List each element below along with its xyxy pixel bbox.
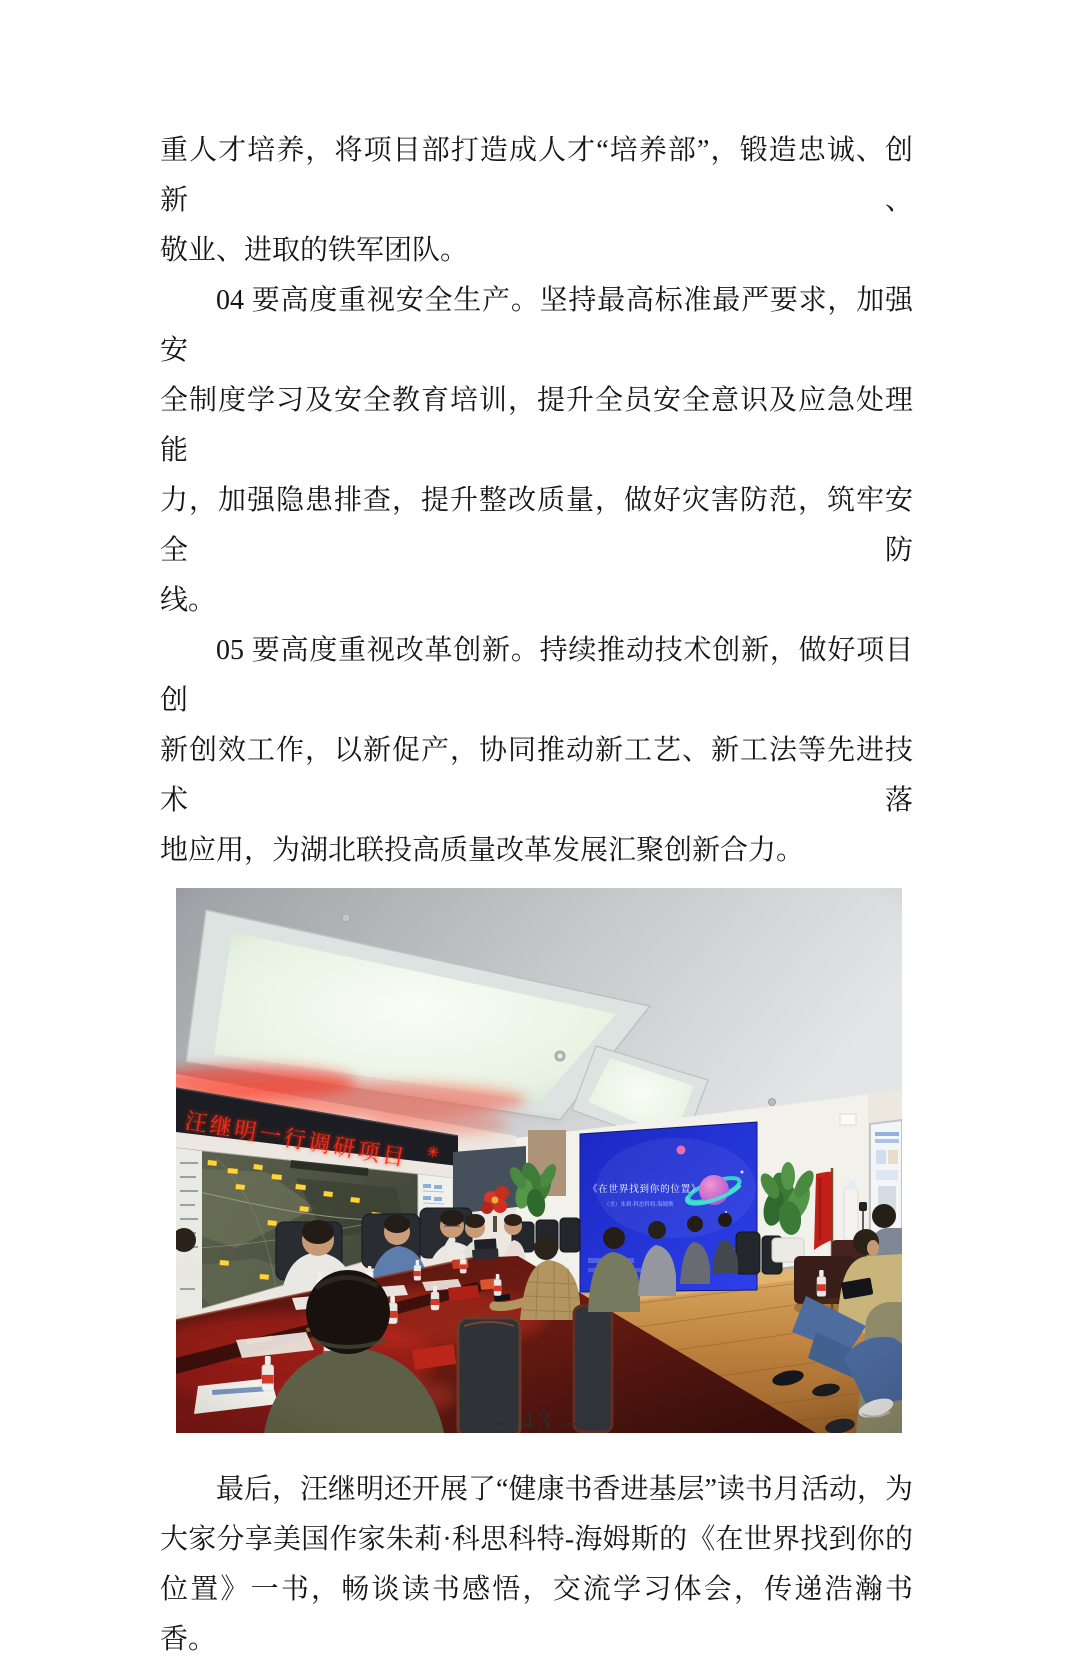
text-line: 新创效工作，以新促产，协同推动新工艺、新工法等先进技术落 — [160, 735, 913, 816]
paragraph — [160, 276, 913, 626]
text-line: 位置》一书，畅谈读书感悟，交流学习体会，传递浩瀚书香。 — [160, 1574, 913, 1655]
text-line: 线。 — [160, 585, 217, 616]
text-line: 重人才培养，将项目部打造成人才“培养部”，锻造忠诚、创新、 — [160, 135, 913, 216]
text-line: 地应用，为湖北联投高质量改革发展汇聚创新合力。 — [160, 835, 805, 866]
paragraph — [160, 126, 913, 276]
meeting-photo — [176, 888, 902, 1433]
text-line: 04 要高度重视安全生产。坚持最高标准最严要求，加强安 — [160, 285, 913, 366]
text-line: 大家分享美国作家朱莉·科思科特-海姆斯的《在世界找到你的 — [160, 1524, 913, 1555]
paragraph — [160, 626, 913, 876]
text-line: 05 要高度重视改革创新。持续推动技术创新，做好项目创 — [160, 635, 913, 716]
page-number: – 43 – — [494, 1406, 580, 1436]
text-line: 全制度学习及安全教育培训，提升全员安全意识及应急处理能 — [160, 385, 913, 466]
paragraph — [160, 1465, 913, 1665]
text-line: 力，加强隐患排查，提升整改质量，做好灾害防范，筑牢安全防 — [160, 485, 913, 566]
photo-vignette — [176, 888, 902, 1433]
text-line: 最后，汪继明还开展了“健康书香进基层”读书月活动，为 — [216, 1474, 913, 1505]
text-line: 敬业、进取的铁军团队。 — [160, 235, 469, 266]
